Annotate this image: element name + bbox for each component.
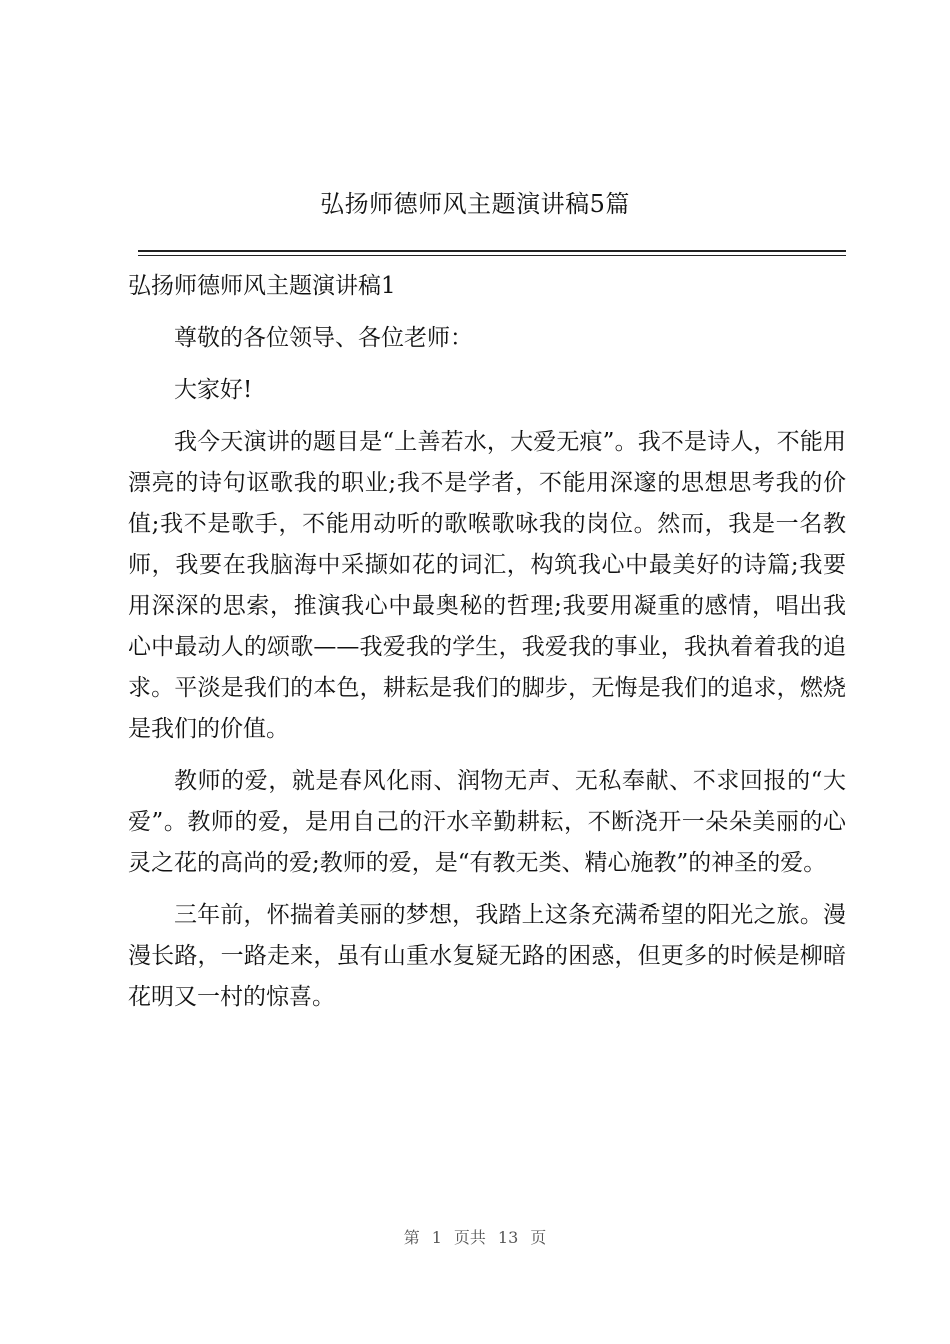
salutation-paragraph: 尊敬的各位领导、各位老师： xyxy=(174,325,473,351)
current-page-number: 1 xyxy=(431,1228,442,1247)
document-title: 弘扬师德师风主题演讲稿5篇 xyxy=(320,190,630,218)
body-paragraph: 三年前，怀揣着美丽的梦想，我踏上这条充满希望的阳光之旅。漫漫长路，一路走来，虽有山重水复疑无路的困惑，但更多的时候是柳暗花明又一村的惊喜。 xyxy=(128,902,846,1010)
page-footer xyxy=(0,1226,950,1250)
page-label-prefix: 第 xyxy=(403,1228,420,1247)
page-label-middle: 页共 xyxy=(453,1228,486,1247)
document-body xyxy=(128,266,846,1029)
title-divider xyxy=(138,250,846,256)
section-heading: 弘扬师德师风主题演讲稿1 xyxy=(128,273,396,299)
body-paragraph: 教师的爱，就是春风化雨、润物无声、无私奉献、不求回报的“大爱”。教师的爱，是用自己的汗水辛勤耕耘，不断浇开一朵朵美丽的心灵之花的高尚的爱;教师的爱，是“有教无类、精心施教”的神圣的爱。 xyxy=(128,768,846,876)
total-pages-number: 13 xyxy=(497,1228,519,1247)
page-label-suffix: 页 xyxy=(530,1228,547,1247)
greeting-paragraph: 大家好! xyxy=(174,377,253,403)
body-paragraph: 我今天演讲的题目是“上善若水，大爱无痕”。我不是诗人，不能用漂亮的诗句讴歌我的职业;我不是学者，不能用深邃的思想思考我的价值;我不是歌手，不能用动听的歌喉歌咏我的岗位。然而，我是一名教师，我要在我脑海中采撷如花的词汇，构筑我心中最美好的诗篇;我要用深深的思索，推演我心中最奥秘的哲理;我要用凝重的感情，唱出我心中最动人的颂歌——我爱我的学生，我爱我的事业，我执着着我的追求。平淡是我们的本色，耕耘是我们的脚步，无悔是我们的追求，燃烧是我们的价值。 xyxy=(128,429,846,742)
